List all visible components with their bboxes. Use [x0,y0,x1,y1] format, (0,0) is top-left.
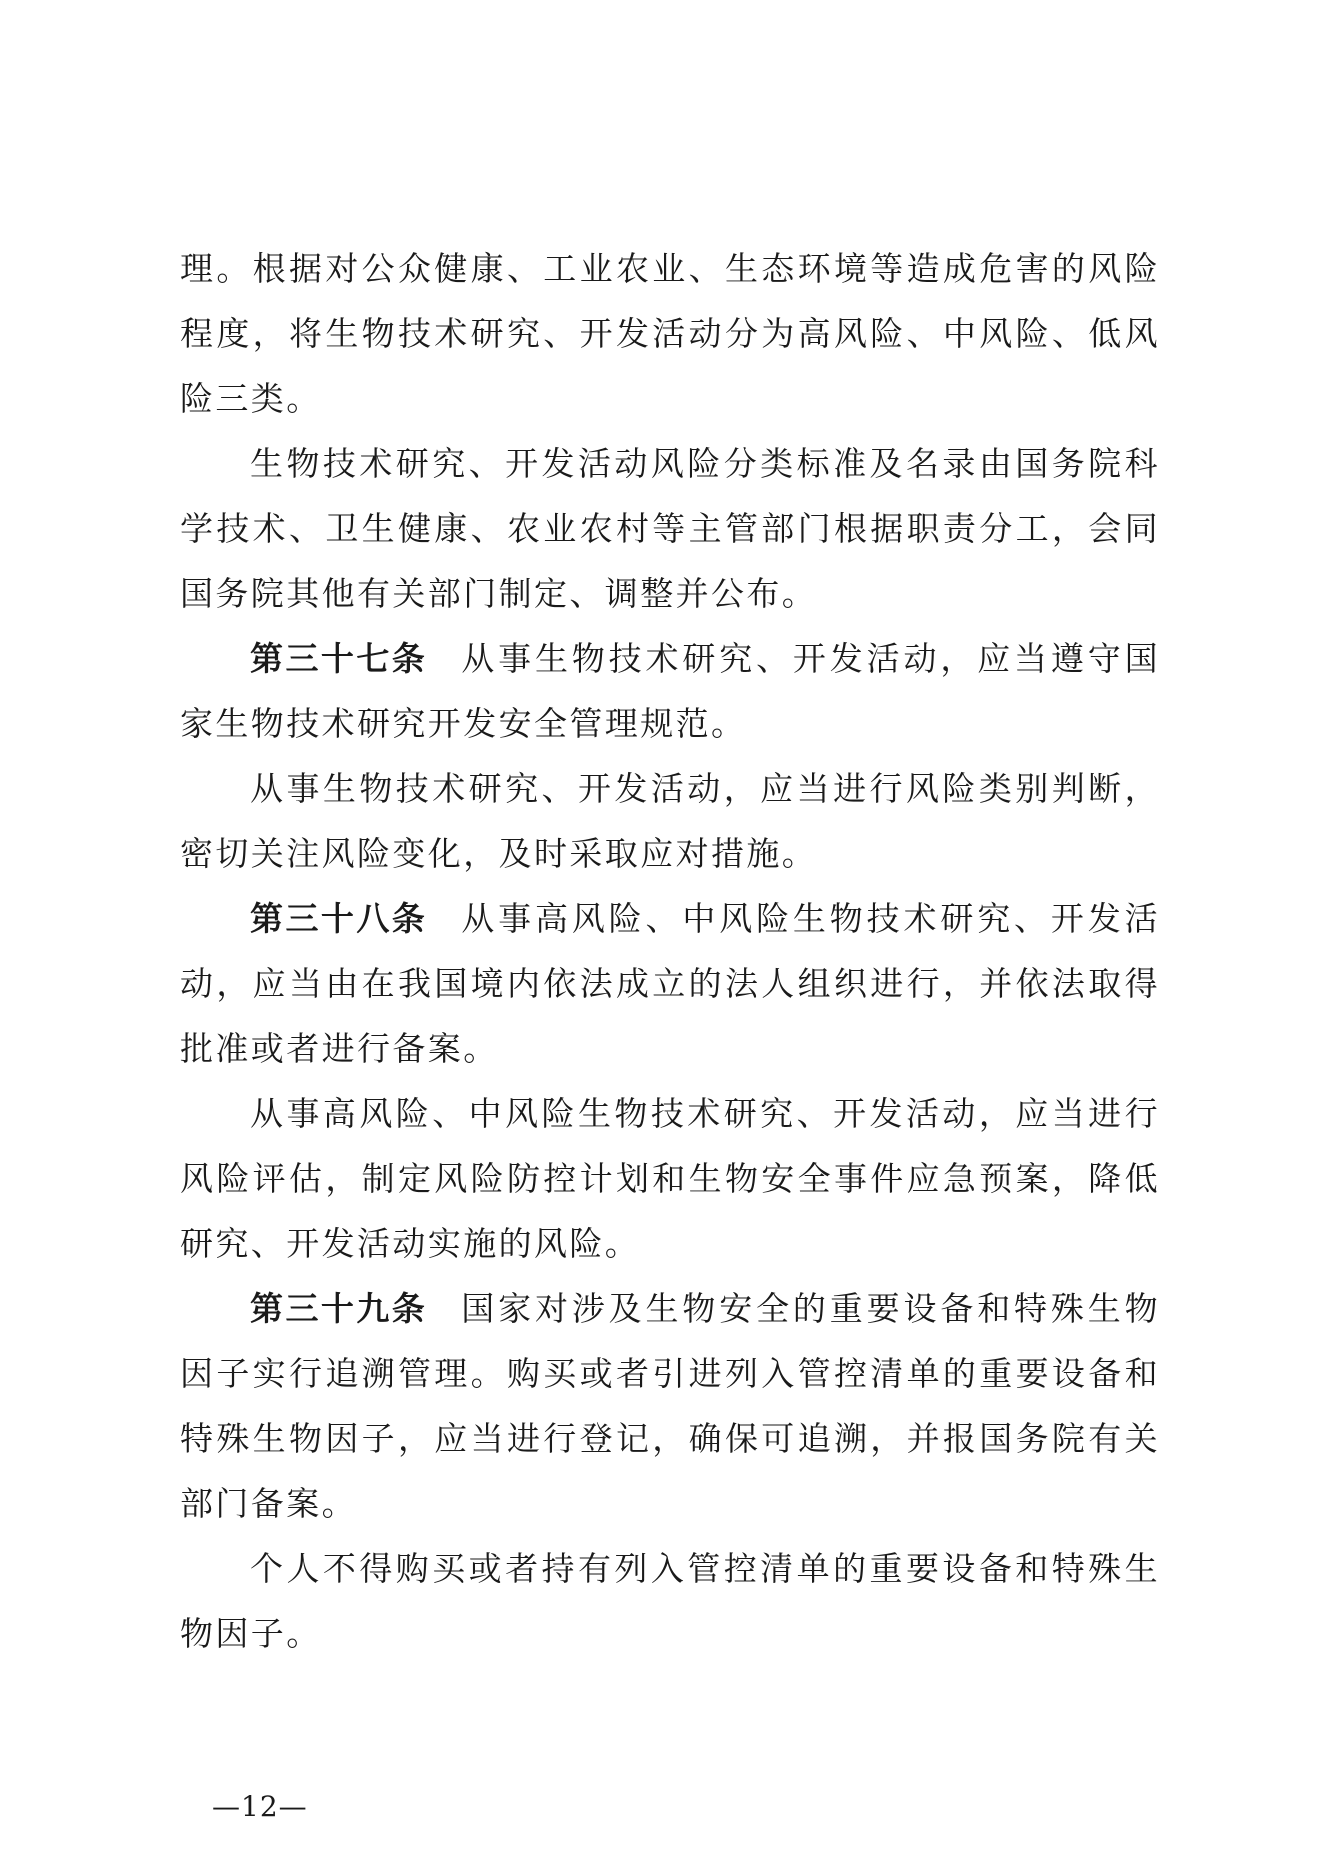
paragraph [180,431,1160,626]
article-37 [180,626,1160,756]
paragraph [180,1536,1160,1666]
paragraph-text: 个人不得购买或者持有列入管控清单的重要设备和特殊生物因子。 [180,1549,1160,1653]
article-heading: 第三十八条 [250,899,428,938]
article-heading: 第三十七条 [250,639,428,678]
paragraph-text: 生物技术研究、开发活动风险分类标准及名录由国务院科学技术、卫生健康、农业农村等主管部门根据职责分工，会同国务院其他有关部门制定、调整并公布。 [180,444,1160,613]
article-heading: 第三十九条 [250,1289,428,1328]
article-39 [180,1276,1160,1536]
paragraph [180,1081,1160,1276]
paragraph-text: 从事生物技术研究、开发活动，应当进行风险类别判断，密切关注风险变化，及时采取应对措施。 [180,769,1160,873]
paragraph [180,756,1160,886]
article-38 [180,886,1160,1081]
paragraph-text: 从事高风险、中风险生物技术研究、开发活动，应当进行风险评估，制定风险防控计划和生物安全事件应急预案，降低研究、开发活动实施的风险。 [180,1094,1160,1263]
paragraph-text: 从事高风险、中风险生物技术研究、开发活动，应当由在我国境内依法成立的法人组织进行，并依法取得批准或者进行备案。 [180,899,1160,1068]
paragraph-text: 从事生物技术研究、开发活动，应当遵守国家生物技术研究开发安全管理规范。 [180,639,1160,743]
paragraph-text: 国家对涉及生物安全的重要设备和特殊生物因子实行追溯管理。购买或者引进列入管控清单的重要设备和特殊生物因子，应当进行登记，确保可追溯，并报国务院有关部门备案。 [180,1289,1160,1523]
page-number: —12— [212,1790,308,1823]
paragraph-text: 理。根据对公众健康、工业农业、生态环境等造成危害的风险程度，将生物技术研究、开发活动分为高风险、中风险、低风险三类。 [180,249,1160,418]
paragraph [180,236,1160,431]
document-body [180,236,1160,1666]
